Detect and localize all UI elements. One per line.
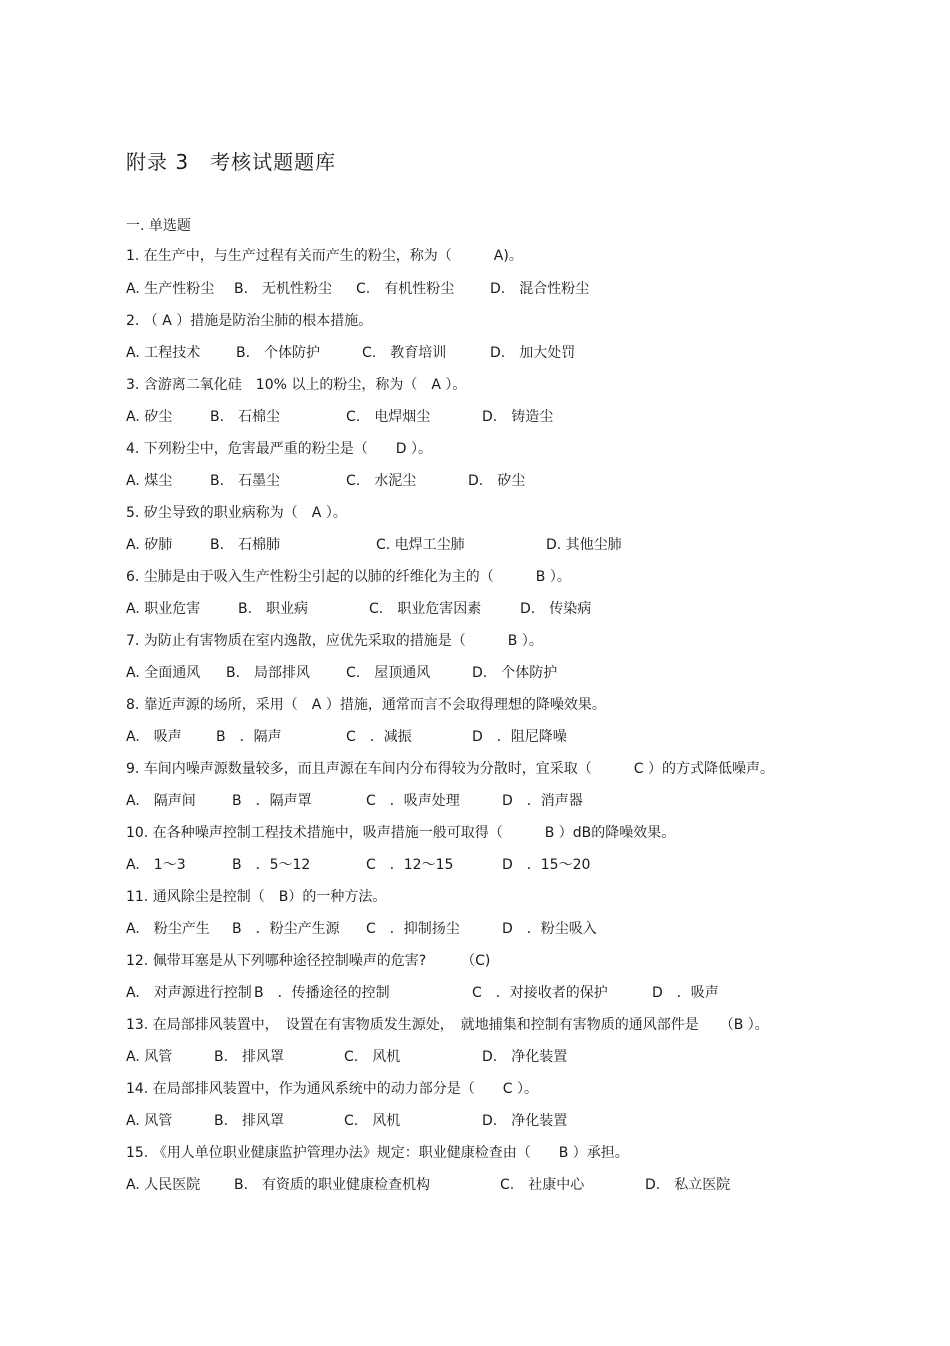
option-text: B ．传播途径的控制 (254, 985, 390, 1001)
option-text: B. 石棉尘 (210, 409, 281, 425)
option-text: C. 教育培训 (362, 345, 447, 361)
question-text: 13. 在局部排风装置中， 设置在有害物质发生源处， 就地捕集和控制有害物质的通风部件是 （B ）。 (126, 1017, 769, 1033)
option-text: B. 个体防护 (236, 345, 321, 361)
question-text: 2. （ A ）措施是防治尘肺的根本措施。 (126, 313, 373, 329)
option-text: B. 排风罩 (214, 1049, 285, 1065)
option-text: B. 有资质的职业健康检查机构 (234, 1177, 431, 1193)
option-text: D. 传染病 (520, 601, 592, 617)
question-text: 4. 下列粉尘中，危害最严重的粉尘是（ D ）。 (126, 441, 433, 457)
option-text: B ．隔声 (216, 729, 282, 745)
option-text: D. 私立医院 (645, 1177, 731, 1193)
option-text: A. 生产性粉尘 (126, 281, 215, 297)
option-text: C ．12～15 (366, 857, 454, 873)
option-text: D. 矽尘 (468, 473, 526, 489)
option-text: C. 电焊工尘肺 (376, 537, 465, 553)
question-line (126, 694, 606, 714)
question-line (126, 886, 386, 906)
option-text: D. 加大处罚 (490, 345, 576, 361)
option-text: D. 净化装置 (482, 1049, 568, 1065)
question-line (126, 566, 571, 586)
option-text: C ．抑制扬尘 (366, 921, 460, 937)
option-text: C. 水泥尘 (346, 473, 417, 489)
question-text: 10. 在各种噪声控制工程技术措施中，吸声措施一般可取得（ B ）dB的降噪效果。 (126, 825, 676, 841)
option-text: D. 个体防护 (472, 665, 558, 681)
question-text: 7. 为防止有害物质在室内逸散，应优先采取的措施是（ B ）。 (126, 633, 543, 649)
option-text: D. 净化装置 (482, 1113, 568, 1129)
option-text: A. 人民医院 (126, 1177, 201, 1193)
option-text: A. 矽肺 (126, 537, 173, 553)
question-line (126, 502, 347, 522)
option-text: C ．吸声处理 (366, 793, 460, 809)
option-text: A. 职业危害 (126, 601, 201, 617)
question-text: 5. 矽尘导致的职业病称为（ A ）。 (126, 505, 347, 521)
question-text: 3. 含游离二氧化硅 10% 以上的粉尘，称为（ A ）。 (126, 377, 467, 393)
section-heading: 一. 单选题 (126, 218, 191, 234)
option-text: C. 职业危害因素 (369, 601, 482, 617)
question-line (126, 438, 432, 458)
page-title: 附录 3 考核试题题库 (126, 150, 337, 174)
option-text: C. 有机性粉尘 (356, 281, 455, 297)
option-text: C. 屋顶通风 (346, 665, 431, 681)
question-line (126, 758, 774, 778)
question-line (126, 245, 523, 265)
question-line (126, 822, 675, 842)
option-text: D. 铸造尘 (482, 409, 554, 425)
option-text: A. 对声源进行控制 (126, 985, 252, 1001)
option-text: D. 混合性粉尘 (490, 281, 590, 297)
question-line (126, 374, 466, 394)
question-line (126, 630, 543, 650)
option-text: A. 全面通风 (126, 665, 201, 681)
option-text: B. 局部排风 (226, 665, 311, 681)
option-text: A. 风管 (126, 1113, 173, 1129)
question-text: 1. 在生产中，与生产过程有关而产生的粉尘，称为（ A)。 (126, 248, 523, 264)
option-text: B. 石棉肺 (210, 537, 281, 553)
option-text: A. 矽尘 (126, 409, 173, 425)
option-text: D ．15～20 (502, 857, 591, 873)
option-text: B. 排风罩 (214, 1113, 285, 1129)
question-text: 9. 车间内噪声源数量较多，而且声源在车间内分布得较为分散时，宜采取（ C ）的方式降低噪声。 (126, 761, 775, 777)
option-text: B ．5～12 (232, 857, 311, 873)
option-text: A. 煤尘 (126, 473, 173, 489)
option-text: D ．粉尘吸入 (502, 921, 597, 937)
option-text: C. 风机 (344, 1113, 401, 1129)
question-text: 6. 尘肺是由于吸入生产性粉尘引起的以肺的纤维化为主的（ B ）。 (126, 569, 571, 585)
option-text: A. 工程技术 (126, 345, 201, 361)
option-text: A. 粉尘产生 (126, 921, 210, 937)
option-text: C ．减振 (346, 729, 412, 745)
option-text: A. 1～3 (126, 857, 186, 873)
question-text: 12. 佩带耳塞是从下列哪种途径控制噪声的危害? （C) (126, 953, 491, 969)
question-text: 15. 《用人单位职业健康监护管理办法》规定：职业健康检查由（ B ）承担。 (126, 1145, 629, 1161)
option-text: B ．粉尘产生源 (232, 921, 340, 937)
option-text: A. 隔声间 (126, 793, 196, 809)
option-text: C ．对接收者的保护 (472, 985, 608, 1001)
option-text: D ．吸声 (652, 985, 719, 1001)
option-text: C. 社康中心 (500, 1177, 585, 1193)
question-text: 14. 在局部排风装置中，作为通风系统中的动力部分是（ C ）。 (126, 1081, 538, 1097)
option-text: D. 其他尘肺 (546, 537, 622, 553)
option-text: D ．消声器 (502, 793, 583, 809)
option-text: D ．阻尼降噪 (472, 729, 567, 745)
question-line (126, 1142, 629, 1162)
question-line (126, 1078, 538, 1098)
question-text: 8. 靠近声源的场所，采用（ A ）措施，通常而言不会取得理想的降噪效果。 (126, 697, 606, 713)
question-line (126, 1014, 769, 1034)
question-line (126, 310, 372, 330)
option-text: C. 风机 (344, 1049, 401, 1065)
question-text: 11. 通风除尘是控制（ B）的一种方法。 (126, 889, 387, 905)
option-text: A. 风管 (126, 1049, 173, 1065)
option-text: B. 无机性粉尘 (234, 281, 333, 297)
question-line (126, 950, 490, 970)
option-text: B. 石墨尘 (210, 473, 281, 489)
option-text: B. 职业病 (238, 601, 309, 617)
option-text: C. 电焊烟尘 (346, 409, 431, 425)
option-text: B ．隔声罩 (232, 793, 312, 809)
option-text: A. 吸声 (126, 729, 182, 745)
